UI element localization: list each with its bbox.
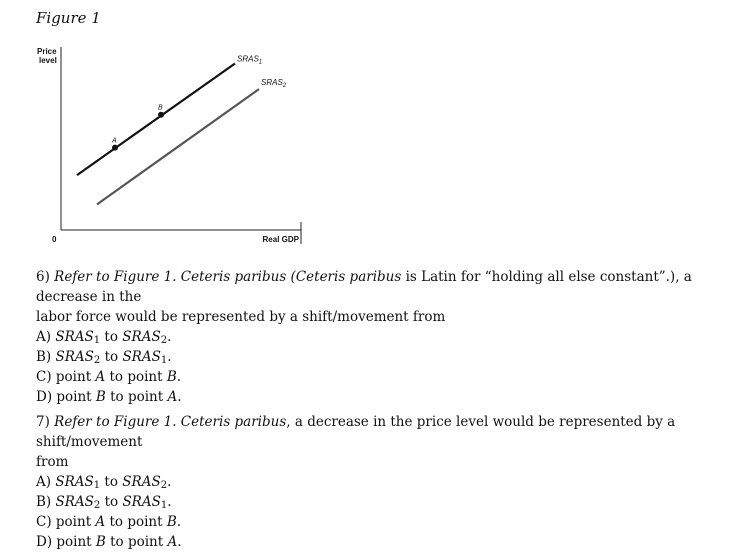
option-b[interactable]: B) $SRAS_2$ to $SRAS_1$.: [36, 349, 172, 366]
question-reference: Refer to Figure 1. Ceteris paribus (: [54, 269, 296, 285]
question-aside: is Latin for “holding all else constant”.): [401, 269, 676, 285]
question-number: 6): [36, 269, 50, 285]
point-a: [112, 145, 118, 151]
x-axis-label: Real GDP: [262, 235, 299, 244]
option-c[interactable]: C) point A to point B.: [36, 369, 182, 385]
question-number: 7): [36, 414, 50, 430]
point-label-b: B: [158, 104, 163, 112]
question-6-prompt-line-2: labor force would be represented by a shift/movement from: [36, 309, 446, 325]
question-7-prompt-line-2: from: [36, 454, 69, 470]
ceteris-paribus-term: Ceteris paribus: [295, 269, 402, 285]
option-a[interactable]: A) $SRAS_1$ to $SRAS_2$.: [36, 329, 172, 346]
series-line-sras-2: [97, 89, 259, 204]
question-7-prompt-line-1: [36, 412, 736, 452]
series-label-sras-2: $SRAS_2$: [261, 78, 287, 90]
question-reference: Refer to Figure 1. Ceteris paribus: [54, 414, 287, 430]
point-b: [158, 112, 164, 118]
point-label-a: A: [112, 137, 117, 145]
series-line-sras-1: [77, 63, 235, 175]
question-text: , a decrease in the: [36, 269, 692, 305]
option-d[interactable]: D) point B to point A.: [36, 389, 182, 405]
question-6-prompt-line-1: [36, 267, 736, 307]
chart-marks: [77, 54, 287, 204]
option-a[interactable]: A) $SRAS_1$ to $SRAS_2$.: [36, 474, 172, 491]
question-text: , a decrease in the price level would be represented by a shift/movement: [36, 414, 676, 450]
origin-label: 0: [52, 235, 57, 244]
question-6: [36, 267, 736, 407]
figure-1-chart: [0, 0, 752, 250]
y-axis-label: Price level: [37, 47, 57, 65]
chart-axes: [37, 47, 301, 244]
figure-title: Figure 1: [36, 9, 101, 27]
option-c[interactable]: C) point A to point B.: [36, 514, 182, 530]
series-label-sras-1: $SRAS_1$: [237, 54, 263, 66]
option-b[interactable]: B) $SRAS_2$ to $SRAS_1$.: [36, 494, 172, 511]
question-7: [36, 412, 736, 552]
option-d[interactable]: D) point B to point A.: [36, 534, 182, 550]
